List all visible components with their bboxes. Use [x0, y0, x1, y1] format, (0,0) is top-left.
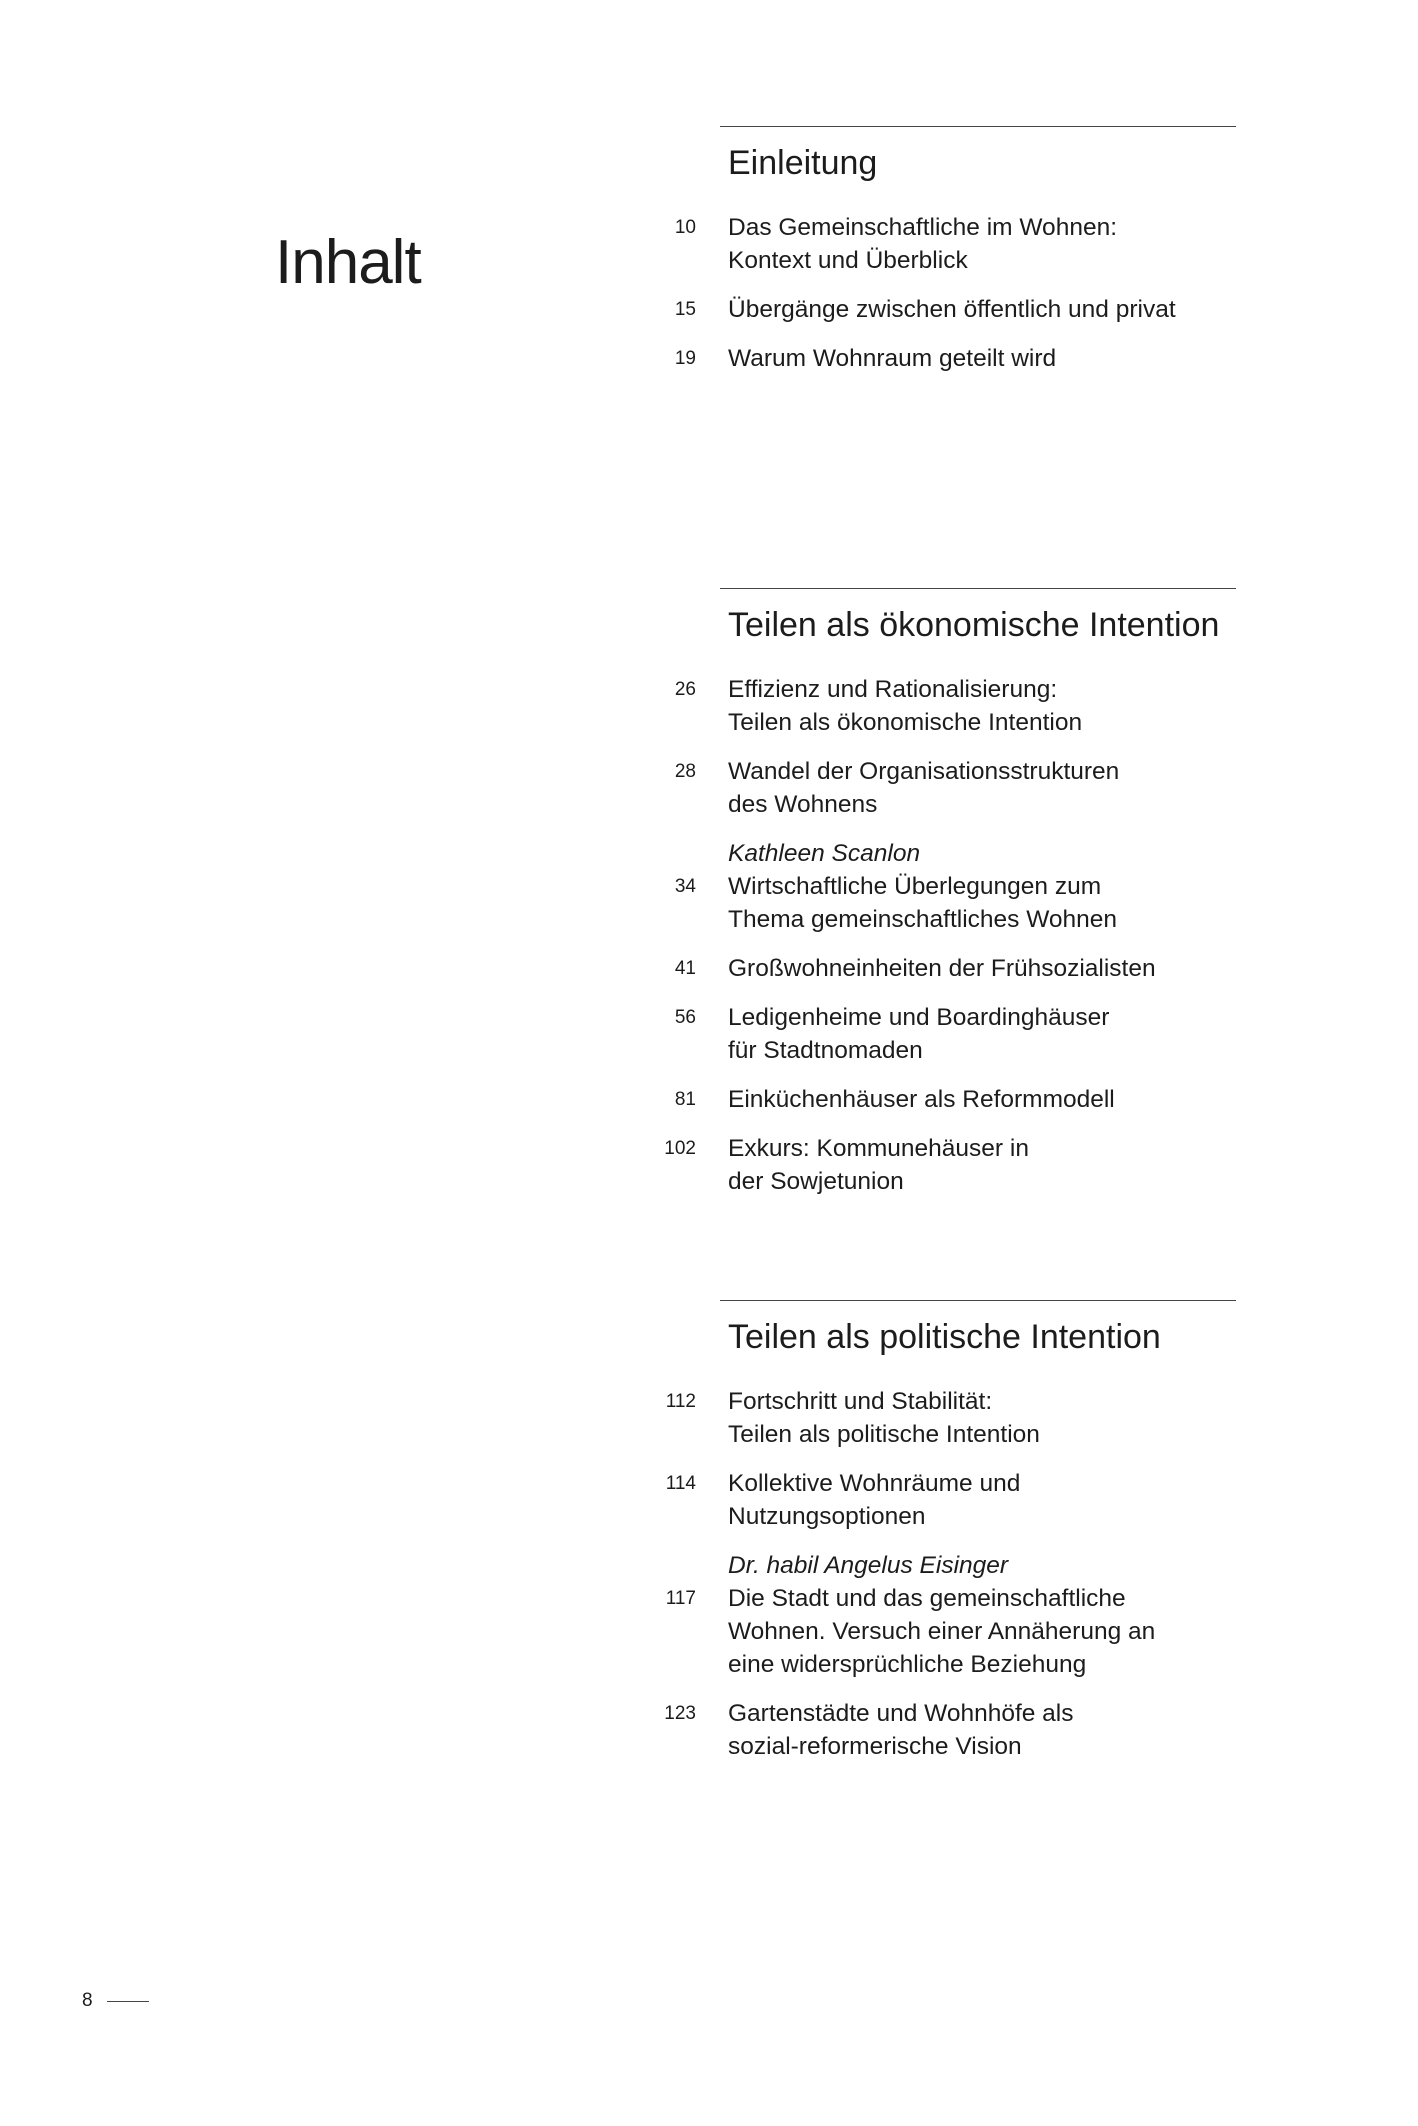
- section-divider: [720, 126, 1236, 127]
- toc-entry[interactable]: [636, 1385, 1236, 1451]
- section-divider: [720, 1300, 1236, 1301]
- entry-title-line: Nutzungsoptionen: [728, 1503, 926, 1530]
- section-entries: [636, 673, 1236, 1198]
- entry-page-number: 28: [674, 761, 696, 782]
- section-heading: Teilen als politische Intention: [728, 1318, 1161, 1356]
- entry-title-line: sozial-reformerische Vision: [728, 1733, 1022, 1760]
- entry-title-line: Kontext und Überblick: [728, 247, 968, 274]
- page-title: Inhalt: [275, 228, 421, 297]
- entry-page-number: 117: [665, 1588, 696, 1609]
- entry-title: [728, 952, 1236, 985]
- entry-title-line: Einküchenhäuser als Reformmodell: [728, 1086, 1115, 1113]
- entry-page-number: 81: [674, 1089, 696, 1110]
- section-entries: [636, 211, 1236, 375]
- entry-page-number: 19: [674, 348, 696, 369]
- entry-title-line: Das Gemeinschaftliche im Wohnen:: [728, 214, 1117, 241]
- entry-page-number: 34: [674, 876, 696, 897]
- entry-title: [728, 1549, 1236, 1681]
- entry-title-line: Teilen als politische Intention: [728, 1421, 1040, 1448]
- entry-title-line: Wandel der Organisationsstrukturen: [728, 758, 1120, 785]
- toc-entry[interactable]: [636, 1083, 1236, 1116]
- entry-page-number: 102: [664, 1138, 696, 1159]
- entry-title: [728, 342, 1236, 375]
- entry-title-line: Gartenstädte und Wohnhöfe als: [728, 1700, 1074, 1727]
- entry-title-line: Kollektive Wohnräume und: [728, 1470, 1021, 1497]
- entry-title-line: Übergänge zwischen öffentlich und privat: [728, 296, 1176, 323]
- section-entries: [636, 1385, 1236, 1763]
- entry-title: [728, 1132, 1236, 1198]
- entry-page-number: 114: [665, 1473, 696, 1494]
- entry-title-line: Die Stadt und das gemeinschaftliche: [728, 1585, 1126, 1612]
- toc-entry[interactable]: [636, 342, 1236, 375]
- toc-entry[interactable]: [636, 1001, 1236, 1067]
- section-heading: Einleitung: [728, 144, 878, 182]
- entry-author: Dr. habil Angelus Eisinger: [728, 1552, 1009, 1579]
- toc-section-politische-intention: [636, 1300, 1236, 1763]
- entry-title-line: Fortschritt und Stabilität:: [728, 1388, 993, 1415]
- toc-entry[interactable]: [636, 952, 1236, 985]
- entry-author: Kathleen Scanlon: [728, 840, 921, 867]
- entry-title-line: für Stadtnomaden: [728, 1037, 923, 1064]
- toc-entry[interactable]: [636, 211, 1236, 277]
- toc-entry[interactable]: [636, 837, 1236, 936]
- entry-title-line: Thema gemeinschaftliches Wohnen: [728, 906, 1118, 933]
- entry-title-line: der Sowjetunion: [728, 1168, 904, 1195]
- toc-section-einleitung: [636, 126, 1236, 588]
- entry-title-line: Wirtschaftliche Überlegungen zum: [728, 873, 1102, 900]
- toc-entry[interactable]: [636, 1132, 1236, 1198]
- entry-title-line: Effizienz und Rationalisierung:: [728, 676, 1058, 703]
- entry-page-number: 56: [674, 1007, 696, 1028]
- entry-title-line: Wohnen. Versuch einer Annäherung an: [728, 1618, 1156, 1645]
- entry-title-line: Exkurs: Kommunehäuser in: [728, 1135, 1029, 1162]
- entry-title: [728, 211, 1236, 277]
- entry-page-number: 41: [674, 958, 696, 979]
- entry-title-line: Teilen als ökonomische Intention: [728, 709, 1083, 736]
- entry-page-number: 15: [674, 299, 696, 320]
- entry-title: [728, 755, 1236, 821]
- entry-title: [728, 1697, 1236, 1763]
- entry-title: [728, 1467, 1236, 1533]
- footer-rule: [107, 2001, 149, 2002]
- entry-title-line: Ledigenheime und Boardinghäuser: [728, 1004, 1110, 1031]
- entry-title: [728, 673, 1236, 739]
- entry-page-number: 10: [674, 217, 696, 238]
- toc-entry[interactable]: [636, 1549, 1236, 1681]
- entry-page-number: 26: [674, 679, 696, 700]
- entry-title-line: Großwohneinheiten der Frühsozialisten: [728, 955, 1156, 982]
- toc-entry[interactable]: [636, 1467, 1236, 1533]
- toc-entry[interactable]: [636, 673, 1236, 739]
- entry-title: [728, 837, 1236, 936]
- page-number: 8: [82, 1990, 93, 2011]
- entry-title: [728, 293, 1236, 326]
- table-of-contents: [636, 126, 1236, 1779]
- entry-title-line: eine widersprüchliche Beziehung: [728, 1651, 1087, 1678]
- toc-entry[interactable]: [636, 293, 1236, 326]
- toc-entry[interactable]: [636, 1697, 1236, 1763]
- page-footer: [82, 1986, 149, 2016]
- toc-section-oekonomische-intention: [636, 588, 1236, 1300]
- entry-page-number: 123: [664, 1703, 696, 1724]
- entry-title: [728, 1083, 1236, 1116]
- entry-title: [728, 1001, 1236, 1067]
- entry-page-number: 112: [665, 1391, 696, 1412]
- entry-title-line: Warum Wohnraum geteilt wird: [728, 345, 1057, 372]
- section-divider: [720, 588, 1236, 589]
- entry-title-line: des Wohnens: [728, 791, 878, 818]
- section-heading: Teilen als ökonomische Intention: [728, 606, 1220, 644]
- entry-title: [728, 1385, 1236, 1451]
- toc-entry[interactable]: [636, 755, 1236, 821]
